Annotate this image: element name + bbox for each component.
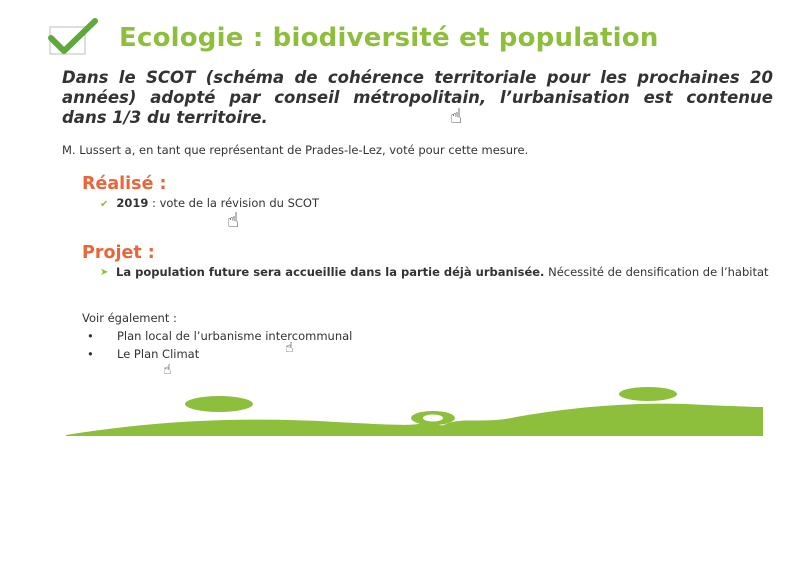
item-text: : vote de la révision du SCOT (148, 196, 319, 210)
intro-paragraph (62, 68, 773, 128)
bullet-dot-icon: • (87, 347, 94, 361)
see-also-label: Voir également : (82, 311, 177, 325)
projet-item-bold: La population future sera accueillie dans la partie déjà urbanisée. (116, 265, 545, 279)
page-title: Ecologie : biodiversité et population (119, 23, 659, 53)
hand-pointer-icon: ☝ (450, 104, 463, 128)
hand-pointer-icon: ☝ (227, 208, 240, 232)
arrow-bullet-icon: ➤ (100, 267, 109, 278)
realise-heading: Réalisé : (82, 174, 167, 194)
hand-pointer-icon: ☝ (285, 340, 294, 356)
bullet-dot-icon: • (87, 329, 94, 343)
intro-line: Dans le SCOT (schéma de cohérence territoriale pour les prochaines 20 (62, 68, 773, 87)
projet-item-text (116, 265, 773, 280)
projet-list-item (100, 265, 773, 280)
link-plan-climat[interactable] (87, 347, 199, 361)
projet-item-rest: Nécessité de densification de l’habitat (544, 265, 769, 279)
item-year: 2019 (116, 196, 149, 210)
intro-line: années) adopté par conseil métropolitain, l’urbanisation est contenue (62, 88, 773, 107)
projet-heading: Projet : (82, 243, 155, 263)
link-label[interactable]: Le Plan Climat (117, 347, 200, 361)
green-hills-illustration (66, 384, 763, 436)
vote-statement: M. Lussert a, en tant que représentant de Prades-le-Lez, voté pour cette mesure. (62, 143, 529, 157)
intro-line: dans 1/3 du territoire. (62, 108, 268, 127)
link-label[interactable]: Plan local de l’urbanisme intercommunal (117, 329, 353, 343)
link-plan-local-urbanisme[interactable] (87, 329, 352, 343)
checkmark-icon (48, 18, 98, 56)
realise-list-item (100, 196, 319, 210)
hand-pointer-icon: ☝ (163, 362, 172, 378)
check-bullet-icon: ✔ (100, 199, 109, 210)
